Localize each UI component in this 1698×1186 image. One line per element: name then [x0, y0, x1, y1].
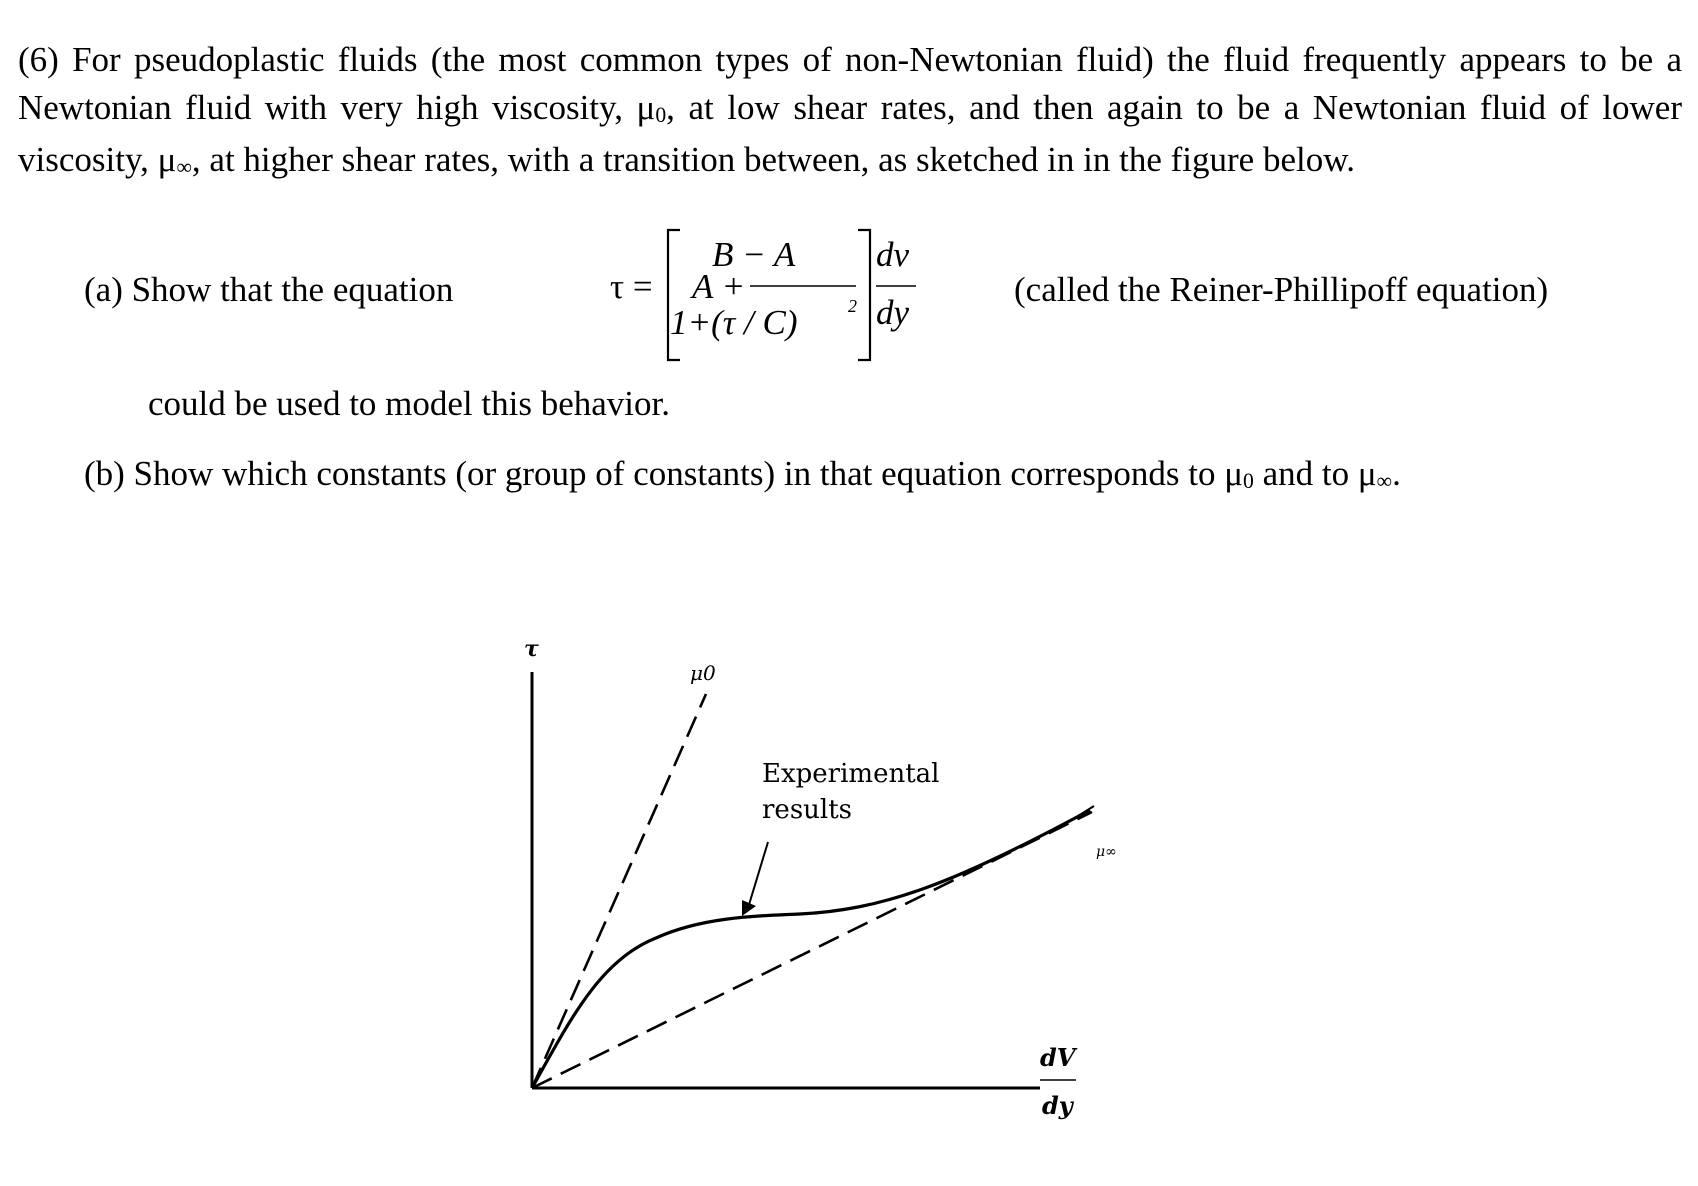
eq-a-term: A + [692, 267, 746, 306]
part-a-tail: (called the Reiner-Phillipoff equation) [1014, 270, 1549, 309]
part-b-text-b: and to μ [1253, 454, 1377, 493]
part-b-text-c: . [1392, 454, 1401, 493]
experimental-curve [532, 810, 1090, 1088]
annotation-arrow-shaft [748, 842, 768, 908]
annotation-line-1: Experimental [762, 759, 940, 789]
intro-text-c: , at higher shear rates, with a transition between, as sketched in in the figure below. [191, 140, 1355, 179]
intro-text-a: (6) For pseudoplastic fluids (the most common types of non-Newtonian fluid) the fluid frequently appears to be a Newtonian fluid with very high viscosity, μ [18, 40, 1682, 127]
eq-dy: dy [876, 293, 910, 332]
eq-lhs: τ = [610, 267, 653, 306]
problem-statement [18, 36, 1682, 188]
part-a-lead: (a) Show that the equation [84, 270, 454, 309]
reiner-phillipoff-equation [610, 228, 1010, 368]
eq-right-bracket [858, 230, 870, 360]
x-label-numerator: dV [1040, 1043, 1076, 1072]
part-b-sub-zero: 0 [1242, 468, 1254, 493]
eq-dv: dv [876, 235, 910, 274]
x-label-denominator: dy [1042, 1091, 1073, 1120]
eq-denominator: 1+(τ / C) [670, 303, 798, 342]
mu-inf-subscript: ∞ [176, 154, 192, 179]
eq-exponent: 2 [848, 296, 857, 316]
y-axis-label: τ [524, 636, 539, 662]
mu-zero-label: μ0 [690, 661, 716, 685]
mu-zero-dashed-line [532, 694, 706, 1088]
part-b [84, 454, 1401, 498]
intro-text-b: , at low shear rates, and then again to be a Newtonian fluid of lower viscosity, μ [18, 88, 1682, 179]
part-b-sub-inf: ∞ [1376, 468, 1393, 493]
mu-zero-subscript: 0 [655, 102, 667, 127]
mu-inf-label: μ∞ [1096, 844, 1117, 860]
annotation-line-2: results [762, 795, 853, 825]
viscosity-sketch-figure [480, 620, 1200, 1140]
part-a-continuation: could be used to model this behavior. [148, 384, 670, 423]
eq-numerator: B − A [712, 235, 796, 274]
part-b-text-a: (b) Show which constants (or group of constants) in that equation corresponds to μ [84, 454, 1243, 493]
